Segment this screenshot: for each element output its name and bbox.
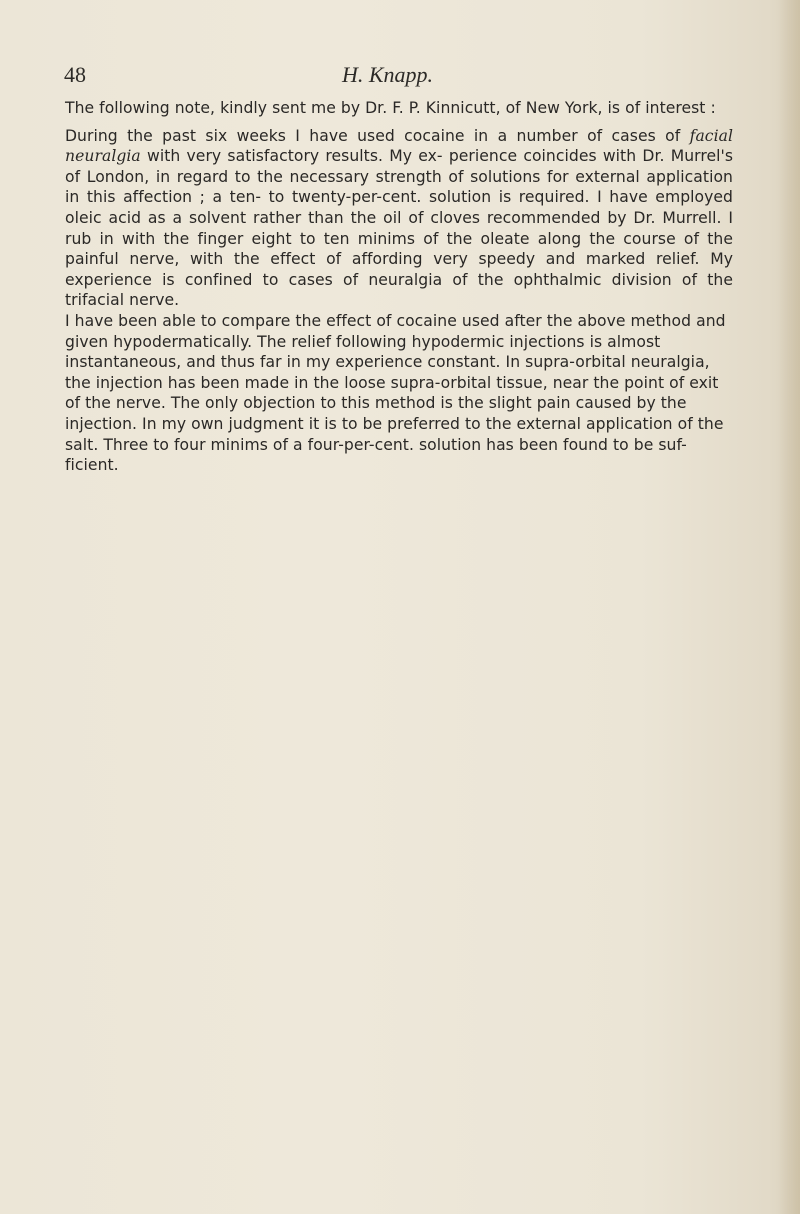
quoted-paragraph-1: [65, 126, 733, 311]
page-number: 48: [64, 62, 86, 87]
running-head: [0, 62, 800, 92]
quoted-paragraph-1-rest: with very satisfactory results. My ex- perience coincides with Dr. Murrel's of London, in regard to the necessary strength of solutions for external application in this affection ; a ten- to twenty-per-cent. solution is required. I have employed oleic acid as a solvent rather than the oil of cloves recommended by Dr. Murrell. I rub in with the finger eight to ten minims of the oleate along the course of the painful nerve, with the effect of affording very speedy and marked relief. My experience is confined to cases of neuralgia of the ophthalmic division of the trifacial nerve.: [65, 147, 733, 310]
body-text: [65, 98, 733, 476]
running-head-author: H. Knapp.: [342, 62, 434, 87]
quoted-paragraph-2: I have been able to compare the effect of cocaine used after the above method and given hypodermatically. The relief following hypodermic injections is almost instantaneous, and thus far in my experience constant. In supra-orbital neuralgia, the injection has been made in the loose supra-orbital tissue, near the point of exit of the nerve. The only objection to this method is the slight pain caused by the injection. In my own judgment it is to be preferred to the external application of the salt. Three to four minims of a four-per-cent. solution has been found to be suf- ficient.: [65, 311, 726, 475]
quoted-paragraph-1-start: During the past six weeks I have used cocaine in a number of cases of: [65, 126, 690, 145]
intro-paragraph: The following note, kindly sent me by Dr. F. P. Kinnicutt, of New York, is of interest :: [65, 99, 716, 117]
page-edge-shadow: [778, 0, 800, 1214]
italic-term: facial neuralgia: [65, 126, 733, 166]
